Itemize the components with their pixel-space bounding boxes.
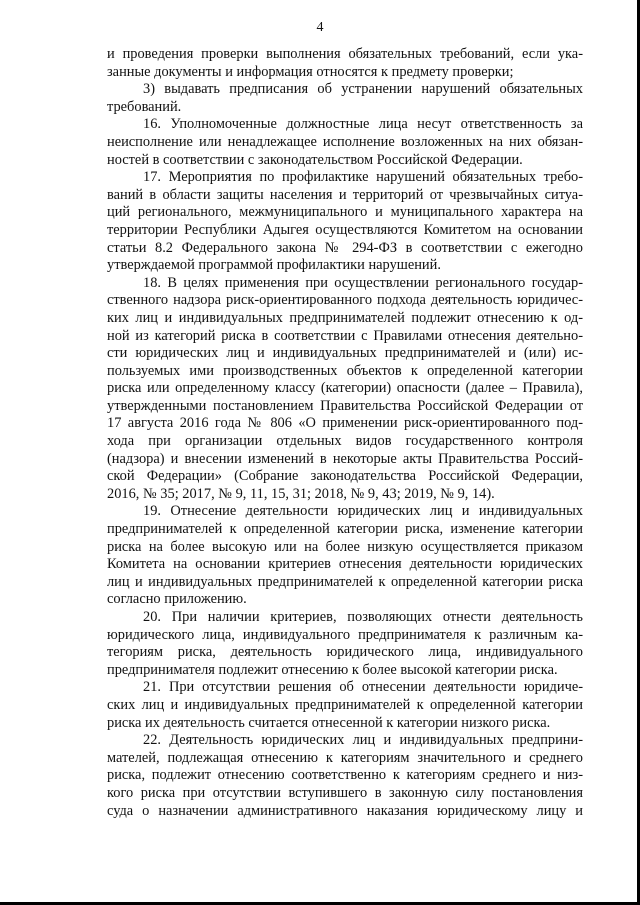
text-line: ских лиц и индивидуальных предпринимателей к определенной категории	[107, 696, 583, 713]
paragraph-17	[107, 169, 583, 275]
text-line: 16. Уполномоченные должностные лица несут ответственность за	[143, 116, 583, 133]
text-line: мателей, подлежащая отнесению к категориям значительного и среднего	[107, 749, 583, 766]
text-line: согласно приложению.	[107, 591, 247, 608]
text-line: 21. При отсутствии решения об отнесении деятельности юридиче-	[143, 679, 583, 696]
text-line: 2016, № 35; 2017, № 9, 11, 15, 31; 2018, № 9, 43; 2019, № 9, 14).	[107, 485, 495, 502]
text-line: (надзора) и внесении изменений в некоторые акты Правительства Россий-	[107, 450, 583, 467]
paragraph-20	[107, 609, 583, 679]
text-line: ной из категорий риска в соответствии с Правилами отнесения деятельно-	[107, 327, 583, 344]
text-line: требований.	[107, 98, 182, 115]
paragraph-16	[107, 116, 583, 169]
text-line: хода при организации отдельных видов государственного контроля	[107, 433, 583, 450]
text-line: 17. Мероприятия по профилактике нарушений обязательных требо-	[143, 169, 583, 186]
text-line: риска, подлежит отнесению соответственно к категориям среднего и низ-	[107, 767, 583, 784]
text-line: ственного надзора риск-ориентированного подхода деятельность юридичес-	[107, 292, 583, 309]
text-line: статьи 8.2 Федерального закона № 294-ФЗ в соответствии с ежегодно	[107, 239, 583, 256]
text-line: лиц и индивидуальных предпринимателей к определенной категории риска	[107, 573, 583, 590]
text-line: тегориям риска, деятельность юридического лица, индивидуального	[107, 644, 583, 661]
text-line: кого риска при отсутствии вступившего в законную силу постановления	[107, 784, 583, 801]
text-line: риска их деятельность считается отнесенной к категории низкого риска.	[107, 714, 551, 731]
paragraph-21	[107, 679, 583, 732]
text-line: суда о назначении административного наказания юридическому лицу и	[107, 802, 583, 819]
text-line: территории Республики Адыгея осуществляются Комитетом на основании	[107, 221, 583, 238]
text-line: предпринимателя подлежит отнесению к более высокой категории риска.	[107, 661, 558, 678]
paragraph-22	[107, 732, 583, 820]
text-line: и проведения проверки выполнения обязательных требований, если ука-	[107, 46, 583, 62]
text-line: утверждаемой программой профилактики нарушений.	[107, 257, 441, 274]
text-line: ций регионального, межмуниципального и муниципального характера на	[107, 204, 583, 221]
text-line: сти юридических лиц и индивидуальных предпринимателей и (или) ис-	[107, 345, 583, 362]
text-line: занные документы и информация относятся к предмету проверки;	[107, 63, 514, 80]
document-body	[107, 46, 583, 820]
text-line: 22. Деятельность юридических лиц и индивидуальных предприни-	[143, 732, 583, 749]
text-line: 19. Отнесение деятельности юридических лиц и индивидуальных	[143, 503, 583, 520]
text-line: юридического лица, индивидуального предпринимателя к различным ка-	[107, 626, 583, 643]
text-line: предпринимателей к определенной категории риска, изменение категории	[107, 521, 583, 538]
text-line: пользуемых ими производственных объектов к определенной категории	[107, 362, 583, 379]
page-number: 4	[316, 20, 324, 35]
text-line: Комитета на основании критериев отнесения деятельности юридических	[107, 556, 583, 573]
text-line: 18. В целях применения при осуществлении регионального государ-	[143, 274, 583, 291]
text-line: риска или определенному классу (категории) опасности (далее – Правила),	[107, 380, 583, 397]
text-line: риска на более высокую или на более низкую осуществляется приказом	[107, 538, 583, 555]
paragraph-18	[107, 275, 583, 504]
text-line: ваний в области защиты населения и территорий от чрезвычайных ситуа-	[107, 186, 583, 203]
text-line: ностей в соответствии с законодательством Российской Федерации.	[107, 151, 523, 168]
text-line: 20. При наличии критериев, позволяющих отнести деятельность	[143, 609, 583, 625]
paragraph-cont	[107, 46, 583, 81]
text-line: утвержденными постановлением Правительства Российской Федерации от	[107, 397, 583, 414]
paragraph-19	[107, 503, 583, 609]
text-line: 17 августа 2016 года № 806 «О применении риск-ориентированного под-	[107, 415, 583, 432]
paragraph-3	[107, 81, 583, 116]
text-line: 3) выдавать предписания об устранении нарушений обязательных	[143, 81, 583, 98]
text-line: ской Федерации» (Собрание законодательства Российской Федерации,	[107, 468, 583, 485]
text-line: ких лиц и индивидуальных предпринимателей подлежит отнесению к од-	[107, 309, 583, 326]
text-line: неисполнение или ненадлежащее исполнение возложенных на них обязан-	[107, 133, 583, 150]
